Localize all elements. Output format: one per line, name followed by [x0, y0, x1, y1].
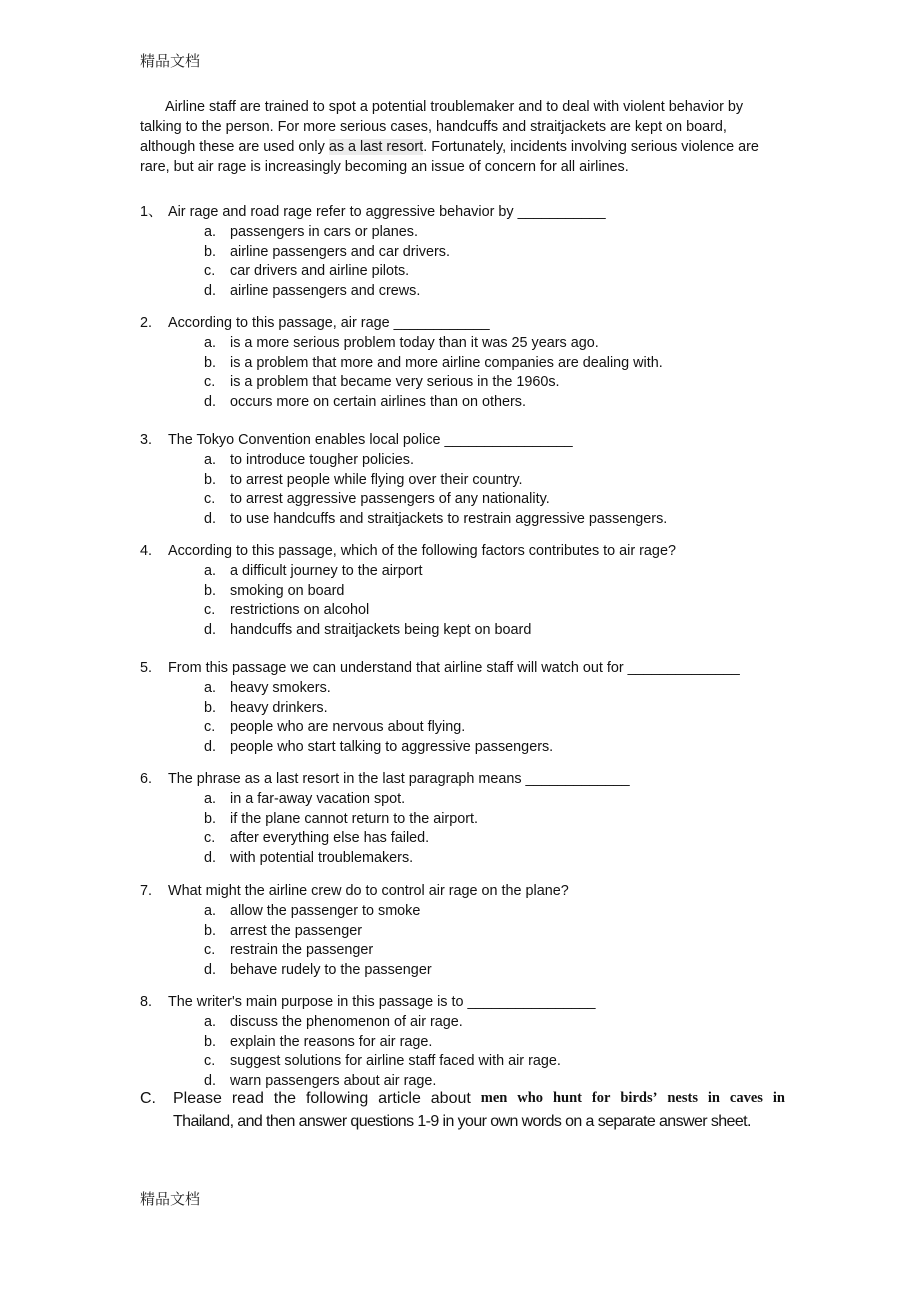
option-text: is a more serious problem today than it was 25 years ago. — [230, 335, 599, 351]
option-letter: c. — [204, 830, 216, 847]
question-number: 1、 — [140, 204, 163, 220]
question-stem — [140, 431, 790, 451]
option-letter: b. — [204, 582, 217, 599]
question-stem — [140, 203, 790, 223]
question-stem — [140, 314, 790, 334]
question-text: According to this passage, air rage ____________ — [168, 315, 490, 331]
option-text: airline passengers and crews. — [230, 282, 421, 299]
section-c-word: the — [273, 1090, 297, 1107]
option-text: suggest solutions for airline staff faced with air rage. — [230, 1053, 561, 1070]
option-text: explain the reasons for air rage. — [230, 1033, 433, 1050]
option-letter: d. — [204, 510, 217, 527]
option-text: handcuffs and straitjackets being kept on board — [230, 621, 532, 638]
section-c-bold-word: men — [480, 1090, 508, 1106]
section-c-word: read — [231, 1090, 264, 1107]
option-text: a difficult journey to the airport — [230, 563, 423, 579]
section-c-word: following — [305, 1090, 369, 1107]
option-letter: b. — [204, 1033, 217, 1050]
option-text: smoking on board — [230, 582, 345, 599]
answer-option — [140, 471, 790, 491]
option-text: allow the passenger to smoke — [230, 903, 421, 919]
answer-option — [140, 621, 790, 641]
answer-option — [140, 582, 790, 602]
option-text: if the plane cannot return to the airport. — [230, 810, 478, 827]
answer-option — [140, 334, 790, 354]
question-number: 8. — [140, 994, 153, 1010]
question-text: According to this passage, which of the following factors contributes to air rage? — [168, 543, 676, 559]
option-letter: b. — [204, 243, 217, 260]
option-letter: d. — [204, 282, 217, 299]
question-text: The phrase as a last resort in the last paragraph means _____________ — [168, 771, 630, 787]
option-text: to introduce tougher policies. — [230, 452, 414, 468]
question-number: 5. — [140, 660, 153, 676]
answer-option — [140, 922, 790, 942]
answer-option — [140, 393, 790, 413]
option-text: arrest the passenger — [230, 922, 362, 939]
answer-option — [140, 849, 790, 869]
answer-option — [140, 243, 790, 263]
option-text: to arrest people while flying over their country. — [230, 471, 523, 488]
section-c-bold-word: hunt — [552, 1090, 582, 1106]
answer-option — [140, 941, 790, 961]
option-text: is a problem that became very serious in the 1960s. — [230, 374, 560, 391]
option-letter: c. — [204, 719, 216, 736]
section-c-bold-word: for — [591, 1090, 611, 1106]
question-stem — [140, 659, 790, 679]
question-stem — [140, 542, 790, 562]
option-text: discuss the phenomenon of air rage. — [230, 1014, 463, 1030]
section-c-line-1 — [173, 1087, 785, 1110]
option-letter: d. — [204, 961, 217, 978]
option-text: people who are nervous about flying. — [230, 719, 466, 736]
answer-option — [140, 373, 790, 393]
option-letter: a. — [204, 452, 217, 468]
option-letter: b. — [204, 922, 217, 939]
answer-option — [140, 451, 790, 471]
answer-option — [140, 961, 790, 981]
option-text: occurs more on certain airlines than on others. — [230, 393, 526, 410]
page-footer: 精品文档 — [140, 1190, 201, 1208]
option-text: passengers in cars or planes. — [230, 224, 418, 240]
option-text: people who start talking to aggressive passengers. — [230, 738, 554, 755]
question-text: The Tokyo Convention enables local police ________________ — [168, 432, 573, 448]
section-c-word: about — [430, 1090, 471, 1107]
option-text: behave rudely to the passenger — [230, 961, 432, 978]
passage-text-before: Airline staff are trained to spot a potential troublemaker and to deal with violent behavior by talking to the person. For more serious cases, handcuffs and straitjackets are kept on board, although these are used only — [140, 99, 744, 155]
passage-highlight: as a last resort — [328, 139, 424, 155]
option-letter: c. — [204, 374, 216, 391]
option-letter: b. — [204, 354, 217, 371]
option-letter: a. — [204, 563, 217, 579]
option-letter: a. — [204, 1014, 217, 1030]
option-letter: d. — [204, 738, 217, 755]
option-text: to use handcuffs and straitjackets to restrain aggressive passengers. — [230, 510, 668, 527]
question-text: Air rage and road rage refer to aggressive behavior by ___________ — [168, 204, 606, 220]
question-text: From this passage we can understand that airline staff will watch out for ______________ — [168, 660, 740, 676]
option-text: to arrest aggressive passengers of any nationality. — [230, 491, 550, 508]
question-number: 2. — [140, 315, 153, 331]
option-letter: b. — [204, 810, 217, 827]
option-letter: d. — [204, 393, 217, 410]
option-text: restrain the passenger — [230, 942, 374, 959]
option-text: restrictions on alcohol — [230, 602, 370, 619]
option-text: is a problem that more and more airline companies are dealing with. — [230, 354, 663, 371]
option-letter: a. — [204, 791, 217, 807]
question-number: 4. — [140, 543, 153, 559]
answer-option — [140, 829, 790, 849]
question-stem — [140, 882, 790, 902]
page-header: 精品文档 — [140, 52, 201, 70]
section-c-bold-word: in — [707, 1090, 720, 1106]
option-text: after everything else has failed. — [230, 830, 430, 847]
option-letter: c. — [204, 942, 216, 959]
answer-option — [140, 679, 790, 699]
option-text: warn passengers about air rage. — [230, 1072, 437, 1089]
question-item — [140, 542, 790, 640]
answer-option — [140, 738, 790, 758]
answer-option — [140, 282, 790, 302]
option-letter: c. — [204, 602, 216, 619]
section-c-word: Please — [173, 1090, 222, 1107]
option-letter: c. — [204, 1053, 216, 1070]
option-letter: b. — [204, 699, 217, 716]
question-item — [140, 882, 790, 980]
answer-option — [140, 810, 790, 830]
section-c-letter: C. — [140, 1090, 156, 1107]
section-c-word: article — [378, 1090, 421, 1107]
option-text: heavy smokers. — [230, 680, 331, 696]
option-letter: a. — [204, 224, 217, 240]
option-letter: b. — [204, 471, 217, 488]
answer-option — [140, 601, 790, 621]
option-text: with potential troublemakers. — [230, 849, 414, 866]
question-stem — [140, 993, 790, 1013]
option-text: in a far-away vacation spot. — [230, 791, 406, 807]
answer-option — [140, 262, 790, 282]
answer-option — [140, 790, 790, 810]
option-letter: c. — [204, 491, 216, 508]
section-c-bold-word: who — [517, 1090, 544, 1106]
answer-option — [140, 699, 790, 719]
question-number: 3. — [140, 432, 153, 448]
question-text: What might the airline crew do to control air rage on the plane? — [168, 883, 569, 899]
answer-option — [140, 1033, 790, 1053]
question-item — [140, 659, 790, 757]
passage-text-after: . Fortunately, incidents involving serious violence are rare, but air rage is increasingly becoming an issue of concern for all airlines. — [140, 139, 759, 175]
answer-option — [140, 562, 790, 582]
answer-option — [140, 510, 790, 530]
section-c-line-2: Thailand, and then answer questions 1-9 in your own words on a separate answer sheet. — [173, 1113, 751, 1130]
option-letter: a. — [204, 335, 217, 351]
answer-option — [140, 490, 790, 510]
section-c-bold-word: caves — [729, 1090, 763, 1106]
answer-option — [140, 902, 790, 922]
passage-paragraph — [140, 97, 785, 177]
option-letter: a. — [204, 680, 217, 696]
answer-option — [140, 718, 790, 738]
answer-option — [140, 223, 790, 243]
question-stem — [140, 770, 790, 790]
section-c-bold-word: nests — [667, 1090, 698, 1106]
question-item — [140, 314, 790, 412]
option-text: heavy drinkers. — [230, 699, 328, 716]
question-text: The writer's main purpose in this passage is to ________________ — [168, 994, 596, 1010]
answer-option — [140, 1013, 790, 1033]
question-item — [140, 770, 790, 868]
option-letter: d. — [204, 621, 217, 638]
question-item — [140, 993, 790, 1091]
option-text: car drivers and airline pilots. — [230, 263, 410, 280]
option-letter: c. — [204, 263, 216, 280]
question-item — [140, 203, 790, 301]
section-c-bold-word: birds’ — [620, 1090, 658, 1106]
section-c-bold-word: in — [772, 1090, 785, 1106]
question-number: 7. — [140, 883, 153, 899]
answer-option — [140, 1052, 790, 1072]
answer-option — [140, 354, 790, 374]
option-letter: d. — [204, 1072, 217, 1089]
question-number: 6. — [140, 771, 153, 787]
option-text: airline passengers and car drivers. — [230, 243, 450, 260]
option-letter: d. — [204, 849, 217, 866]
option-letter: a. — [204, 903, 217, 919]
question-item — [140, 431, 790, 529]
